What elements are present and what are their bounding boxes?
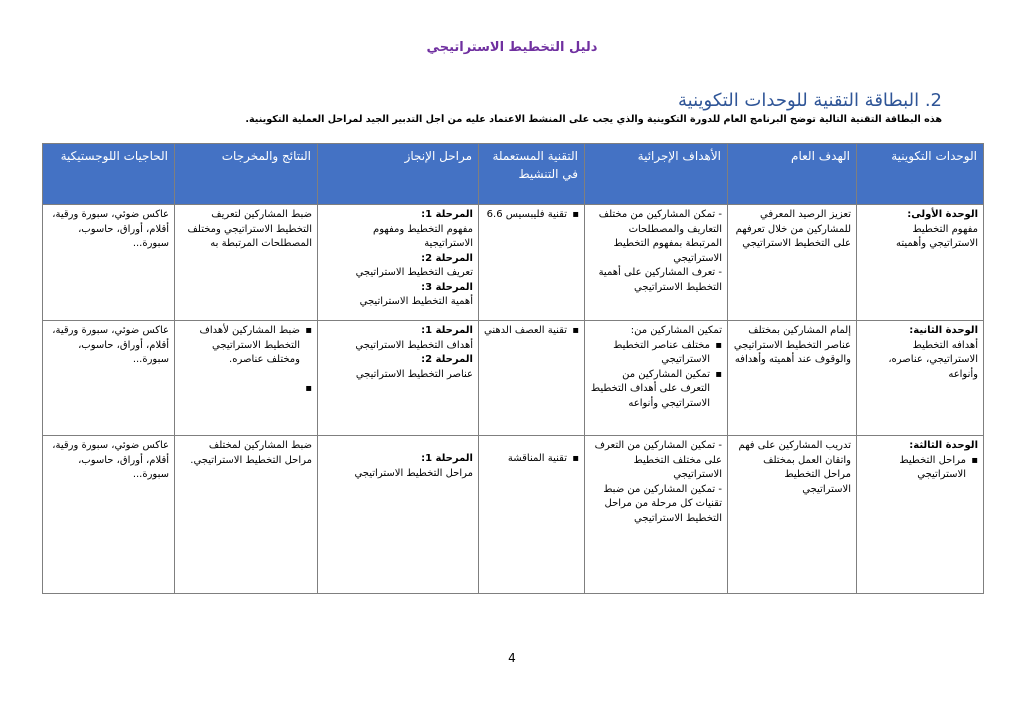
header-outputs: النتائج والمخرجات xyxy=(175,144,318,205)
outputs-cell xyxy=(175,321,318,436)
phases-cell xyxy=(318,436,479,594)
technique-cell xyxy=(479,321,585,436)
technique-item: ▪ تقنية المناقشة xyxy=(484,452,567,467)
unit-text: أهدافه التخطيط الاستراتيجي، عناصره، وأنواعه xyxy=(888,339,978,380)
header-technique: التقنية المستعملة في التنشيط xyxy=(479,144,585,205)
outputs-cell: ضبط المشاركين لتعريف التخطيط الاستراتيجي ومختلف المصطلحات المرتبطة به xyxy=(175,205,318,321)
table-row xyxy=(43,436,984,594)
objectives-cell xyxy=(585,321,728,436)
objectives-cell xyxy=(585,205,728,321)
phase-text: مفهوم التخطيط ومفهوم الاستراتيجية xyxy=(373,223,473,249)
header-procedural-objectives: الأهداف الإجرائية xyxy=(585,144,728,205)
document-title: دليل التخطيط الاستراتيجي xyxy=(426,40,598,55)
unit-text: ▪ مراحل التخطيط الاستراتيجي xyxy=(862,454,966,483)
objective-item: - تعرف المشاركين على أهمية التخطيط الاستراتيجي xyxy=(598,267,722,293)
page-number: 4 xyxy=(508,651,516,665)
objectives-intro: تمكين المشاركين من: xyxy=(630,325,722,336)
table-row xyxy=(43,205,984,321)
header-logistics: الحاجيات اللوجستيكية xyxy=(43,144,175,205)
phase-text: تعريف التخطيط الاستراتيجي xyxy=(355,267,473,278)
goal-cell: تعزيز الرصيد المعرفي للمشاركين من خلال تعرفهم على التخطيط الاستراتيجي xyxy=(728,205,857,321)
phase-text: مراحل التخطيط الاستراتيجي xyxy=(354,467,473,479)
logistics-cell: عاكس ضوئي، سبورة ورقية، أقلام، أوراق، حاسوب، سبورة... xyxy=(43,436,175,594)
objectives-cell xyxy=(585,436,728,594)
objective-item: ▪ تمكين المشاركين من التعرف على أهداف التخطيط الاستراتيجي وأنواعه xyxy=(590,368,710,412)
unit-text: مفهوم التخطيط الاستراتيجي وأهميته xyxy=(895,223,978,249)
phase-text: أهداف التخطيط الاستراتيجي xyxy=(355,339,473,351)
objective-item: - تمكين المشاركين من التعرف على مختلف التخطيط الاستراتيجي xyxy=(594,440,722,480)
phase-text: عناصر التخطيط الاستراتيجي xyxy=(355,368,473,380)
phase-label: المرحلة 1: xyxy=(421,209,473,220)
section-title: 2. البطاقة التقنية للوحدات التكوينية xyxy=(678,90,942,111)
phase-text: أهمية التخطيط الاستراتيجي xyxy=(359,296,473,307)
training-units-table xyxy=(42,143,984,594)
phases-cell xyxy=(318,205,479,321)
header-phases: مراحل الإنجاز xyxy=(318,144,479,205)
phase-label: المرحلة 1: xyxy=(421,453,473,464)
unit-cell xyxy=(857,436,984,594)
outputs-cell: ضبط المشاركين لمختلف مراحل التخطيط الاستراتيجي. xyxy=(175,436,318,594)
goal-cell: تدريب المشاركين على فهم واتقان العمل بمختلف مراحل التخطيط الاستراتيجي xyxy=(728,436,857,594)
unit-cell xyxy=(857,205,984,321)
technique-item: ▪ تقنية فليبسيس 6.6 xyxy=(484,208,567,223)
unit-title: الوحدة الأولى: xyxy=(907,209,978,220)
phase-label: المرحلة 2: xyxy=(421,354,473,365)
table-header-row xyxy=(43,144,984,205)
goal-cell: إلمام المشاركين بمختلف عناصر التخطيط الاستراتيجي والوقوف عند أهميته وأهدافه xyxy=(728,321,857,436)
objective-item: - تمكين المشاركين من ضبط تقنيات كل مرحلة من مراحل التخطيط الاستراتيجي xyxy=(603,483,722,524)
phase-label: المرحلة 1: xyxy=(421,325,473,336)
output-item-empty xyxy=(180,382,300,397)
unit-title: الوحدة الثانية: xyxy=(909,325,978,336)
phase-label: المرحلة 2: xyxy=(421,252,473,264)
objective-item: ▪ مختلف عناصر التخطيط الاستراتيجي xyxy=(590,339,710,368)
phases-cell xyxy=(318,321,479,436)
objective-item: - تمكن المشاركين من مختلف التعاريف والمصطلحات المرتبطة بمفهوم التخطيط الاستراتيجي xyxy=(598,209,722,264)
technique-cell xyxy=(479,436,585,594)
header-training-units: الوحدات التكوينية xyxy=(857,144,984,205)
unit-title: الوحدة الثالثة: xyxy=(909,440,978,451)
output-item: ▪ ضبط المشاركين لأهداف التخطيط الاستراتيجي ومختلف عناصره. xyxy=(180,324,300,368)
table-row xyxy=(43,321,984,436)
technique-item: ▪ تقنية العصف الدهني xyxy=(484,324,567,339)
unit-cell xyxy=(857,321,984,436)
header-general-goal: الهدف العام xyxy=(728,144,857,205)
logistics-cell: عاكس ضوئي، سبورة ورقية، أقلام، أوراق، حاسوب، سبورة... xyxy=(43,205,175,321)
phase-label: المرحلة 3: xyxy=(421,281,473,293)
logistics-cell: عاكس ضوئي، سبورة ورقية، أقلام، أوراق، حاسوب، سبورة... xyxy=(43,321,175,436)
intro-paragraph: هذه البطاقة التقنية التالية توضح البرنامج العام للدورة التكوينية والذي يجب على المنشط الاعتماد عليه من أجل التدبير الجيد لمراحل العملية التكوينية. xyxy=(245,114,942,125)
technique-cell xyxy=(479,205,585,321)
